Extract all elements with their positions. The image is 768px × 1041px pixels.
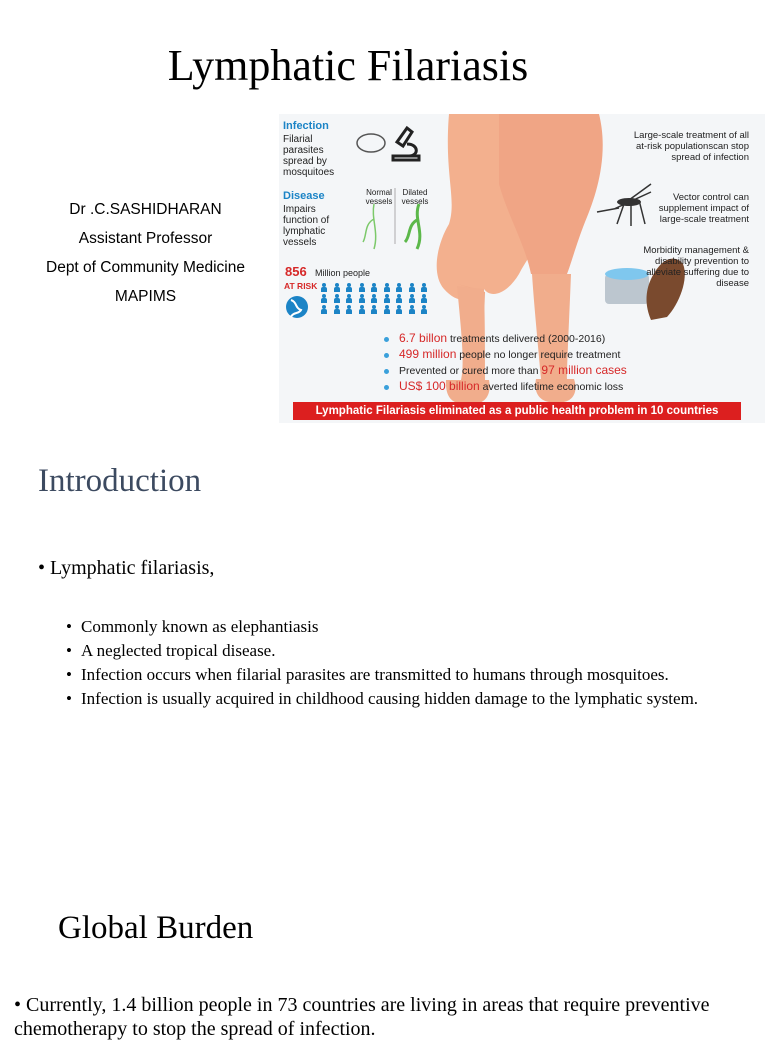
author-block — [18, 195, 273, 311]
person-icon — [345, 283, 353, 292]
treatment-text: Large-scale treatment of all at-risk populationscan stop spread of infection — [633, 130, 749, 163]
global-burden-bullet: • Currently, 1.4 billion people in 73 countries are living in areas that require preventive chemotherapy to stop the spread of infection. — [14, 994, 710, 1040]
morbidity-text: Morbidity management & disability prevention to alleviate suffering due to disease — [643, 245, 749, 289]
person-icon — [383, 294, 391, 303]
person-icon — [420, 283, 428, 292]
disease-heading: Disease — [283, 190, 325, 202]
at-risk-label: AT RISK — [284, 281, 318, 291]
elimination-banner: Lymphatic Filariasis eliminated as a public health problem in 10 countries — [293, 402, 741, 420]
stat-row — [384, 331, 605, 345]
person-icon — [345, 305, 353, 314]
introduction-heading: Introduction — [38, 463, 202, 499]
stat-value: US$ 100 billion — [399, 379, 480, 393]
person-icon — [320, 294, 328, 303]
person-icon — [370, 305, 378, 314]
stat-value: 499 million — [399, 347, 457, 361]
person-icon — [370, 294, 378, 303]
person-icon — [333, 283, 341, 292]
lf-infographic — [279, 114, 765, 423]
author-department: Dept of Community Medicine — [46, 259, 245, 276]
person-icon — [358, 305, 366, 314]
person-icon — [320, 283, 328, 292]
global-burden-heading: Global Burden — [58, 910, 254, 946]
vector-control-text: Vector control can supplement impact of large-scale treatment — [658, 192, 749, 225]
person-icon — [383, 305, 391, 314]
person-icon — [383, 283, 391, 292]
person-icon — [395, 305, 403, 314]
list-item: • A neglected tropical disease. — [66, 640, 736, 661]
at-risk-unit: Million people — [315, 268, 371, 278]
intro-bullet-text: Lymphatic filariasis, — [50, 557, 215, 579]
person-icon — [333, 305, 341, 314]
person-icon — [358, 283, 366, 292]
person-icon — [395, 283, 403, 292]
person-icon — [333, 294, 341, 303]
stat-row — [384, 363, 627, 377]
list-item: • Commonly known as elephantiasis — [66, 616, 736, 637]
person-icon — [420, 305, 428, 314]
person-icon — [345, 294, 353, 303]
stat-text: treatments delivered (2000-2016) — [449, 333, 606, 345]
dilated-vessel-icon — [405, 204, 420, 249]
stat-row — [384, 347, 620, 361]
person-icon — [370, 283, 378, 292]
stat-row — [384, 379, 623, 393]
normal-vessels-label: Normal vessels — [365, 188, 393, 206]
person-icon — [408, 294, 416, 303]
person-icon — [408, 305, 416, 314]
parasite-icon — [357, 134, 385, 152]
author-name: Dr .C.SASHIDHARAN — [69, 201, 222, 218]
global-burden-text: Currently, 1.4 billion people in 73 countries are living in areas that require preventive chemotherapy to stop the spread of infection. — [14, 994, 710, 1040]
stat-text: averted lifetime economic loss — [482, 381, 624, 393]
author-institution: MAPIMS — [114, 288, 177, 305]
author-position: Assistant Professor — [78, 230, 213, 247]
infection-text: Filarial parasites spread by mosquitoes — [283, 134, 335, 178]
person-icon — [420, 294, 428, 303]
stat-text: people no longer require treatment — [459, 349, 621, 361]
stat-value: 97 million cases — [541, 363, 627, 377]
person-icon — [395, 294, 403, 303]
list-item: • Infection is usually acquired in childhood causing hidden damage to the lymphatic system. — [66, 688, 736, 709]
person-icon — [358, 294, 366, 303]
at-risk-number: 856 — [285, 264, 307, 279]
stat-text: Prevented or cured more than — [399, 365, 539, 377]
person-icon — [408, 283, 416, 292]
slide-title: Lymphatic Filariasis — [167, 41, 529, 90]
dilated-vessels-label: Dilated vessels — [401, 188, 429, 206]
infection-heading: Infection — [283, 120, 329, 132]
list-item: • Infection occurs when filarial parasites are transmitted to humans through mosquitoes. — [66, 664, 736, 685]
intro-sub-list — [66, 616, 736, 712]
intro-bullet: • Lymphatic filariasis, — [38, 557, 215, 579]
disease-text: Impairs function of lymphatic vessels — [283, 204, 330, 248]
person-icon — [320, 305, 328, 314]
microscope-icon — [393, 128, 419, 160]
stat-value: 6.7 billon — [399, 331, 448, 345]
population-icon-grid — [320, 283, 430, 314]
normal-vessel-icon — [363, 204, 376, 249]
